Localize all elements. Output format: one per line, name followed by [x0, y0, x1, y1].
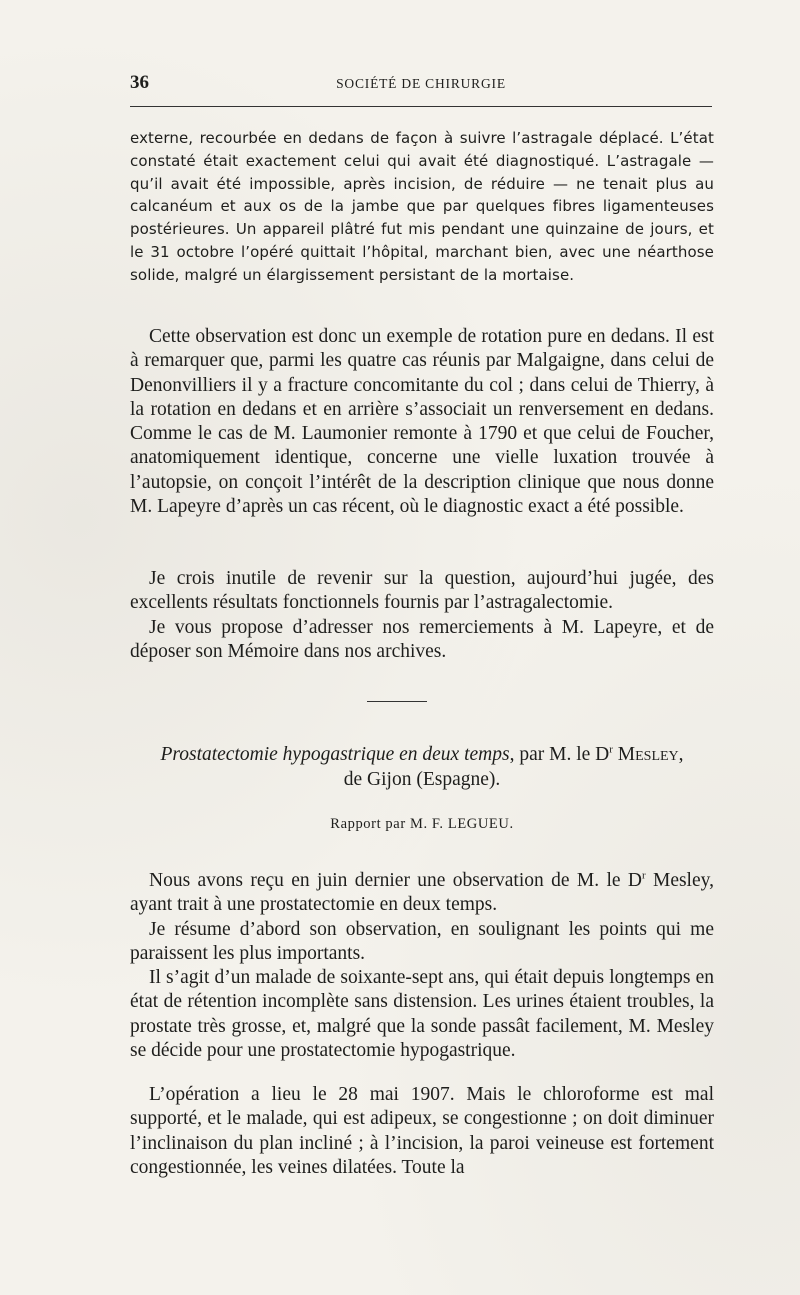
article-title-line-1	[130, 742, 714, 767]
article-title-italic: Prostatectomie hypogastrique en deux temps	[160, 744, 510, 765]
paragraph-text: externe, recourbée en dedans de façon à suivre l’astragale déplacé. L’état constaté était exactement celui qui avait été diagnostiqué. L’astragale — qu’il avait été impossible, après incision, de réduire — ne tenait plus au calcanéum et aux os de la jambe que par quelques fibres ligamenteuses postérieures. Un appareil plâtré fut mis pendant une quinzaine de jours, et le 31 octobre l’opéré quittait l’hôpital, marchant bien, avec une néarthose solide, malgré un élargissement persistant de la mortaise.	[130, 129, 714, 284]
article-title-line-2: de Gijon (Espagne).	[343, 769, 501, 790]
running-title: SOCIÉTÉ DE CHIRURGIE	[336, 76, 506, 91]
paragraph-reception	[130, 869, 714, 918]
page-number: 36	[130, 72, 149, 93]
paragraph-text: Il s’agit d’un malade de soixante-sept ans, qui était depuis longtemps en état de rétention incomplète sans distension. Les urines étaient troubles, la prostate très grosse, et, malgré que la sonde passât facilement, M. Mesley se décide pour une prostatectomie hypogastrique.	[130, 967, 714, 1061]
paragraph-text: Je crois inutile de revenir sur la question, aujourd’hui jugée, des excellents résultats fonctionnels fournis par l’astragalectomie.	[130, 568, 714, 614]
page-header	[130, 72, 712, 96]
paragraph-text: Je vous propose d’adresser nos remerciements à M. Lapeyre, et de déposer son Mémoire dans nos archives.	[130, 617, 714, 663]
rapport-line: Rapport par M. F. LEGUEU.	[330, 816, 514, 832]
paragraph-malade	[130, 966, 714, 1063]
paragraph-remerciements	[130, 616, 714, 665]
article-title	[130, 742, 714, 792]
paragraph-resume	[130, 918, 714, 967]
paragraph-text-post: Mesley, ayant trait à une prostatectomie en deux temps.	[130, 870, 714, 916]
paragraph-text: L’opération a lieu le 28 mai 1907. Mais le chloroforme est mal supporté, et le malade, qui est adipeux, se congestionne ; on doit diminuer l’inclinaison du plan incliné ; à l’incision, la paroi veineuse est fortement congestionnée, les veines dilatées. Toute la	[130, 1084, 714, 1178]
article-title-end: ,	[678, 744, 684, 765]
paragraph-text: Cette observation est donc un exemple de rotation pure en dedans. Il est à remarquer que, parmi les quatre cas réunis par Malgaigne, dans celui de Denonvilliers il y a fracture concomitante du col ; dans celui de Thierry, à la rotation en dedans et en arrière s’associait un renversement en dedans. Comme le cas de M. Laumonier remonte à 1790 et que celui de Foucher, anatomiquement identique, concerne une vielle luxation trouvée à l’autopsie, on conçoit l’intérêt de la description clinique que nous donne M. Lapeyre d’après un cas récent, où le diagnostic exact a été possible.	[130, 326, 714, 518]
paragraph-text	[130, 869, 714, 918]
article-title-by: , par M. le D	[509, 744, 610, 765]
header-rule	[130, 106, 712, 107]
paragraph-text-pre: Nous avons reçu en juin dernier une observation de M. le D	[149, 870, 642, 891]
paragraph-operation	[130, 1083, 714, 1180]
paragraph-observation	[130, 325, 714, 519]
paragraph-astragalectomie	[130, 567, 714, 616]
article-title-sup: r	[609, 743, 613, 756]
article-author: Mesley	[617, 744, 679, 765]
paragraph-text: Je résume d’abord son observation, en soulignant les points qui me paraissent les plus importants.	[130, 919, 714, 965]
paragraph-text-sup: r	[641, 869, 646, 882]
paragraph-continuation	[130, 127, 714, 287]
section-separator	[367, 701, 427, 702]
